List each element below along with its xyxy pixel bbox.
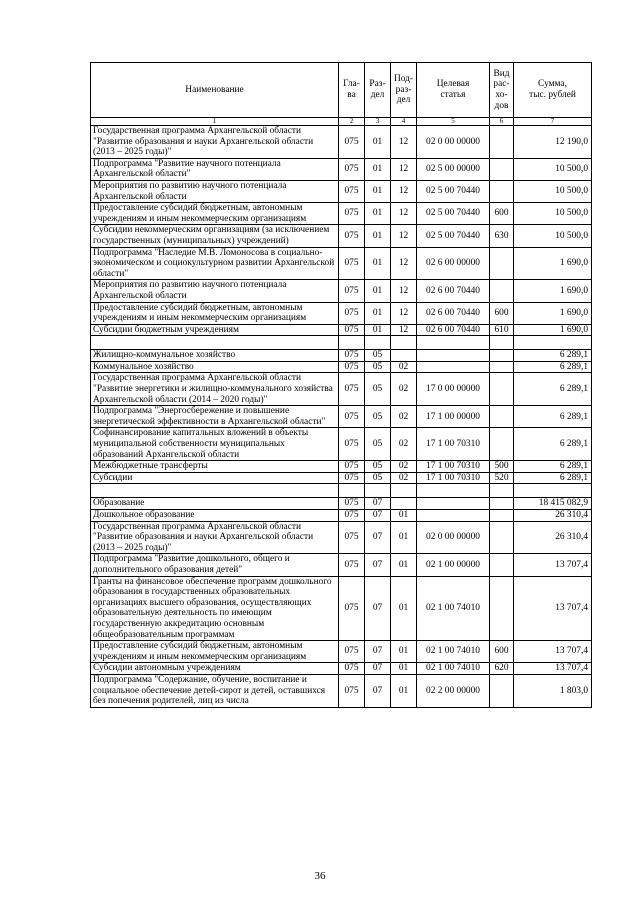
cell-target: 17 1 00 70310 bbox=[417, 461, 490, 473]
cell-target: 02 2 00 00000 bbox=[417, 674, 490, 707]
cell-chapter: 075 bbox=[339, 428, 365, 461]
cell-chapter: 075 bbox=[339, 126, 365, 159]
cell-section bbox=[365, 484, 391, 498]
cell-exp-type bbox=[490, 510, 514, 522]
cell-exp-type bbox=[490, 336, 514, 350]
cell-target: 02 1 00 74010 bbox=[417, 663, 490, 675]
cell-chapter: 075 bbox=[339, 373, 365, 406]
cell-subsection bbox=[391, 336, 417, 350]
cell-target bbox=[417, 498, 490, 510]
cell-name: Субсидии автономным учреждениям bbox=[91, 663, 339, 675]
cell-name: Подпрограмма "Энергосбережение и повышение энергетической эффективности в Архангельской области" bbox=[91, 406, 339, 428]
cell-target: 02 1 00 00000 bbox=[417, 554, 490, 576]
cell-section: 01 bbox=[365, 302, 391, 324]
cell-exp-type bbox=[490, 576, 514, 641]
table-body bbox=[91, 126, 592, 708]
cell-sum bbox=[514, 484, 592, 498]
cell-sum: 6 289,1 bbox=[514, 472, 592, 484]
cell-section: 05 bbox=[365, 350, 391, 362]
cell-subsection: 01 bbox=[391, 674, 417, 707]
table-row bbox=[91, 472, 592, 484]
cell-target bbox=[417, 510, 490, 522]
cell-target: 02 0 00 00000 bbox=[417, 521, 490, 554]
cell-sum: 1 690,0 bbox=[514, 247, 592, 280]
cell-chapter: 075 bbox=[339, 158, 365, 180]
cell-section: 05 bbox=[365, 406, 391, 428]
table-row bbox=[91, 663, 592, 675]
cell-name: Подпрограмма "Развитие научного потенциала Архангельской области" bbox=[91, 158, 339, 180]
column-number-row bbox=[91, 118, 592, 126]
cell-name: Подпрограмма "Развитие дошкольного, общего и дополнительного образования детей" bbox=[91, 554, 339, 576]
cell-subsection: 02 bbox=[391, 373, 417, 406]
cell-section: 05 bbox=[365, 428, 391, 461]
cell-chapter: 075 bbox=[339, 663, 365, 675]
header-sum bbox=[514, 63, 592, 118]
table-row bbox=[91, 554, 592, 576]
table-row bbox=[91, 180, 592, 202]
cell-subsection bbox=[391, 484, 417, 498]
cell-subsection: 02 bbox=[391, 406, 417, 428]
column-number: 4 bbox=[391, 118, 417, 126]
cell-chapter bbox=[339, 336, 365, 350]
header-target-line-1: Целевая bbox=[436, 79, 470, 90]
cell-name: Государственная программа Архангельской области "Развитие энергетики и жилищно-коммунального хозяйства Архангельской области (2014 – 2020 годы)" bbox=[91, 373, 339, 406]
cell-subsection: 02 bbox=[391, 428, 417, 461]
cell-section: 01 bbox=[365, 280, 391, 302]
table-row bbox=[91, 373, 592, 406]
cell-name: Субсидии бюджетным учреждениям bbox=[91, 324, 339, 336]
cell-sum: 13 707,4 bbox=[514, 576, 592, 641]
table-row bbox=[91, 461, 592, 473]
cell-section: 01 bbox=[365, 180, 391, 202]
cell-subsection: 12 bbox=[391, 225, 417, 247]
cell-chapter: 075 bbox=[339, 280, 365, 302]
cell-chapter: 075 bbox=[339, 350, 365, 362]
cell-name: Софинансирование капитальных вложений в объекты муниципальной собственности муниципальных образований Архангельской области bbox=[91, 428, 339, 461]
cell-name: Жилищно-коммунальное хозяйство bbox=[91, 350, 339, 362]
cell-subsection: 01 bbox=[391, 663, 417, 675]
table-spacer-row bbox=[91, 336, 592, 350]
cell-name: Государственная программа Архангельской области "Развитие образования и науки Архангельской области (2013 – 2025 годы)" bbox=[91, 126, 339, 159]
table-row bbox=[91, 302, 592, 324]
cell-name: Государственная программа Архангельской области "Развитие образования и науки Архангельской области (2013 – 2025 годы)" bbox=[91, 521, 339, 554]
cell-subsection: 02 bbox=[391, 361, 417, 373]
header-subsection-line-1: Под- bbox=[393, 74, 414, 85]
cell-target: 02 6 00 70440 bbox=[417, 280, 490, 302]
cell-subsection: 12 bbox=[391, 324, 417, 336]
cell-chapter: 075 bbox=[339, 180, 365, 202]
cell-sum: 6 289,1 bbox=[514, 461, 592, 473]
cell-chapter: 075 bbox=[339, 203, 365, 225]
cell-sum: 18 415 082,9 bbox=[514, 498, 592, 510]
budget-table bbox=[90, 62, 592, 708]
cell-section: 05 bbox=[365, 361, 391, 373]
cell-name: Мероприятия по развитию научного потенциала Архангельской области bbox=[91, 180, 339, 202]
cell-target: 17 1 00 00000 bbox=[417, 406, 490, 428]
cell-exp-type bbox=[490, 126, 514, 159]
cell-chapter: 075 bbox=[339, 641, 365, 663]
cell-subsection: 12 bbox=[391, 302, 417, 324]
header-section-line-1: Раз- bbox=[369, 79, 386, 90]
cell-section: 01 bbox=[365, 225, 391, 247]
cell-name: Предоставление субсидий бюджетным, автономным учреждениям и иным некоммерческим организациям bbox=[91, 302, 339, 324]
column-number: 3 bbox=[365, 118, 391, 126]
cell-sum: 10 500,0 bbox=[514, 158, 592, 180]
cell-exp-type bbox=[490, 674, 514, 707]
cell-subsection: 02 bbox=[391, 461, 417, 473]
column-number: 6 bbox=[490, 118, 514, 126]
cell-sum: 10 500,0 bbox=[514, 180, 592, 202]
cell-name: Предоставление субсидий бюджетным, автономным учреждениям и иным некоммерческим организациям bbox=[91, 203, 339, 225]
header-row bbox=[91, 63, 592, 118]
cell-chapter bbox=[339, 484, 365, 498]
cell-target bbox=[417, 484, 490, 498]
cell-section: 07 bbox=[365, 498, 391, 510]
cell-name: Коммунальное хозяйство bbox=[91, 361, 339, 373]
cell-sum: 6 289,1 bbox=[514, 406, 592, 428]
cell-section: 05 bbox=[365, 472, 391, 484]
cell-chapter: 075 bbox=[339, 510, 365, 522]
header-section bbox=[365, 63, 391, 118]
cell-sum: 13 707,4 bbox=[514, 554, 592, 576]
cell-chapter: 075 bbox=[339, 674, 365, 707]
table-row bbox=[91, 247, 592, 280]
cell-exp-type: 600 bbox=[490, 641, 514, 663]
cell-name: Субсидии bbox=[91, 472, 339, 484]
cell-subsection: 12 bbox=[391, 247, 417, 280]
cell-exp-type: 600 bbox=[490, 203, 514, 225]
cell-exp-type bbox=[490, 361, 514, 373]
cell-name: Подпрограмма "Содержание, обучение, воспитание и социальное обеспечение детей-сирот и детей, оставшихся без попечения родителей, лиц из числа bbox=[91, 674, 339, 707]
cell-subsection: 01 bbox=[391, 521, 417, 554]
cell-chapter: 075 bbox=[339, 225, 365, 247]
header-subsection-line-2: раз- bbox=[395, 84, 412, 95]
cell-name bbox=[91, 484, 339, 498]
cell-subsection: 01 bbox=[391, 576, 417, 641]
header-section-line-2: дел bbox=[370, 90, 385, 100]
cell-exp-type bbox=[490, 406, 514, 428]
table-row bbox=[91, 521, 592, 554]
cell-exp-type bbox=[490, 554, 514, 576]
table-row bbox=[91, 510, 592, 522]
cell-name: Подпрограмма "Наследие М.В. Ломоносова в социально-экономическом и социокультурном развитии Архангельской области" bbox=[91, 247, 339, 280]
cell-section: 07 bbox=[365, 521, 391, 554]
cell-exp-type: 630 bbox=[490, 225, 514, 247]
cell-target: 02 1 00 74010 bbox=[417, 576, 490, 641]
cell-target: 02 5 00 00000 bbox=[417, 158, 490, 180]
cell-target: 02 1 00 74010 bbox=[417, 641, 490, 663]
cell-exp-type: 500 bbox=[490, 461, 514, 473]
header-sum-line-1: Сумма, bbox=[538, 79, 567, 90]
cell-exp-type: 600 bbox=[490, 302, 514, 324]
cell-section: 07 bbox=[365, 674, 391, 707]
cell-subsection: 12 bbox=[391, 203, 417, 225]
cell-name bbox=[91, 336, 339, 350]
cell-chapter: 075 bbox=[339, 472, 365, 484]
cell-name: Дошкольное образование bbox=[91, 510, 339, 522]
cell-name: Мероприятия по развитию научного потенциала Архангельской области bbox=[91, 280, 339, 302]
column-number: 5 bbox=[417, 118, 490, 126]
cell-target bbox=[417, 361, 490, 373]
table-row bbox=[91, 674, 592, 707]
cell-exp-type: 610 bbox=[490, 324, 514, 336]
cell-sum: 13 707,4 bbox=[514, 663, 592, 675]
cell-subsection: 12 bbox=[391, 280, 417, 302]
cell-chapter: 075 bbox=[339, 521, 365, 554]
cell-exp-type bbox=[490, 373, 514, 406]
header-subsection-line-3: дел bbox=[396, 95, 411, 106]
cell-target: 02 5 00 70440 bbox=[417, 180, 490, 202]
cell-chapter: 075 bbox=[339, 554, 365, 576]
header-name: Наименование bbox=[91, 63, 339, 118]
cell-name: Образование bbox=[91, 498, 339, 510]
cell-chapter: 075 bbox=[339, 324, 365, 336]
cell-chapter: 075 bbox=[339, 576, 365, 641]
cell-name: Субсидии некоммерческим организациям (за исключением государственных (муниципальных) учреждений) bbox=[91, 225, 339, 247]
header-exp-type bbox=[490, 63, 514, 118]
cell-target bbox=[417, 350, 490, 362]
header-sum-line-2: тыс. рублей bbox=[529, 90, 576, 100]
table-row bbox=[91, 126, 592, 159]
cell-section: 07 bbox=[365, 641, 391, 663]
cell-sum: 10 500,0 bbox=[514, 203, 592, 225]
table-row bbox=[91, 428, 592, 461]
cell-section: 01 bbox=[365, 203, 391, 225]
header-exp-type-line-4: дов bbox=[494, 100, 509, 111]
table-row bbox=[91, 361, 592, 373]
cell-chapter: 075 bbox=[339, 498, 365, 510]
cell-sum: 13 707,4 bbox=[514, 641, 592, 663]
cell-subsection: 01 bbox=[391, 641, 417, 663]
cell-sum: 12 190,0 bbox=[514, 126, 592, 159]
cell-exp-type bbox=[490, 521, 514, 554]
cell-subsection: 12 bbox=[391, 158, 417, 180]
cell-target: 02 6 00 00000 bbox=[417, 247, 490, 280]
cell-section: 05 bbox=[365, 373, 391, 406]
cell-chapter: 075 bbox=[339, 247, 365, 280]
header-subsection bbox=[391, 63, 417, 118]
cell-exp-type: 520 bbox=[490, 472, 514, 484]
cell-section bbox=[365, 336, 391, 350]
cell-target: 17 0 00 00000 bbox=[417, 373, 490, 406]
cell-name: Межбюджетные трансферты bbox=[91, 461, 339, 473]
column-number: 1 bbox=[91, 118, 339, 126]
cell-sum: 1 690,0 bbox=[514, 324, 592, 336]
cell-chapter: 075 bbox=[339, 302, 365, 324]
cell-section: 05 bbox=[365, 461, 391, 473]
cell-sum: 1 690,0 bbox=[514, 280, 592, 302]
cell-name: Гранты на финансовое обеспечение программ дошкольного образования в государственных образовательных организациях высшего образования, осуществляющих образовательную деятельность по имеющим государственную аккредитацию основным общеобразовательным программам bbox=[91, 576, 339, 641]
cell-subsection: 12 bbox=[391, 126, 417, 159]
header-chapter-line-2: ва bbox=[347, 90, 356, 100]
cell-target: 02 5 00 70440 bbox=[417, 225, 490, 247]
cell-target: 17 1 00 70310 bbox=[417, 428, 490, 461]
page-number: 36 bbox=[314, 870, 326, 882]
header-target bbox=[417, 63, 490, 118]
cell-exp-type bbox=[490, 484, 514, 498]
header-exp-type-line-1: Вид bbox=[493, 68, 510, 79]
cell-exp-type bbox=[490, 180, 514, 202]
header-exp-type-line-2: рас- bbox=[493, 79, 510, 90]
cell-sum: 10 500,0 bbox=[514, 225, 592, 247]
cell-subsection: 12 bbox=[391, 180, 417, 202]
cell-sum: 1 690,0 bbox=[514, 302, 592, 324]
cell-section: 01 bbox=[365, 247, 391, 280]
cell-exp-type bbox=[490, 350, 514, 362]
cell-target bbox=[417, 336, 490, 350]
cell-chapter: 075 bbox=[339, 461, 365, 473]
cell-target: 02 0 00 00000 bbox=[417, 126, 490, 159]
cell-sum: 6 289,1 bbox=[514, 428, 592, 461]
table-row bbox=[91, 225, 592, 247]
cell-sum: 6 289,1 bbox=[514, 373, 592, 406]
cell-exp-type: 620 bbox=[490, 663, 514, 675]
column-number: 2 bbox=[339, 118, 365, 126]
cell-exp-type bbox=[490, 280, 514, 302]
cell-exp-type bbox=[490, 158, 514, 180]
table-row bbox=[91, 498, 592, 510]
cell-subsection: 01 bbox=[391, 510, 417, 522]
cell-subsection: 02 bbox=[391, 472, 417, 484]
cell-section: 07 bbox=[365, 576, 391, 641]
table-row bbox=[91, 641, 592, 663]
table-row bbox=[91, 406, 592, 428]
cell-subsection bbox=[391, 498, 417, 510]
header-exp-type-line-3: хо- bbox=[495, 90, 508, 100]
cell-section: 07 bbox=[365, 663, 391, 675]
cell-chapter: 075 bbox=[339, 406, 365, 428]
cell-name: Предоставление субсидий бюджетным, автономным учреждениям и иным некоммерческим организациям bbox=[91, 641, 339, 663]
cell-target: 02 6 00 70440 bbox=[417, 302, 490, 324]
cell-exp-type bbox=[490, 428, 514, 461]
cell-exp-type bbox=[490, 498, 514, 510]
cell-sum: 1 803,0 bbox=[514, 674, 592, 707]
cell-subsection: 01 bbox=[391, 554, 417, 576]
cell-sum: 26 310,4 bbox=[514, 521, 592, 554]
table-row bbox=[91, 203, 592, 225]
cell-chapter: 075 bbox=[339, 361, 365, 373]
cell-section: 07 bbox=[365, 554, 391, 576]
cell-target: 02 6 00 70440 bbox=[417, 324, 490, 336]
table-row bbox=[91, 576, 592, 641]
header-target-line-2: статья bbox=[440, 90, 466, 100]
table-spacer-row bbox=[91, 484, 592, 498]
cell-section: 01 bbox=[365, 126, 391, 159]
table-row bbox=[91, 280, 592, 302]
cell-sum bbox=[514, 336, 592, 350]
column-number: 7 bbox=[514, 118, 592, 126]
cell-section: 01 bbox=[365, 324, 391, 336]
cell-subsection bbox=[391, 350, 417, 362]
cell-section: 01 bbox=[365, 158, 391, 180]
cell-section: 07 bbox=[365, 510, 391, 522]
header-chapter bbox=[339, 63, 365, 118]
table-row bbox=[91, 324, 592, 336]
table-row bbox=[91, 350, 592, 362]
cell-target: 17 1 00 70310 bbox=[417, 472, 490, 484]
cell-sum: 6 289,1 bbox=[514, 361, 592, 373]
cell-exp-type bbox=[490, 247, 514, 280]
cell-sum: 26 310,4 bbox=[514, 510, 592, 522]
header-chapter-line-1: Гла- bbox=[343, 79, 360, 90]
table-row bbox=[91, 158, 592, 180]
cell-target: 02 5 00 70440 bbox=[417, 203, 490, 225]
cell-sum: 6 289,1 bbox=[514, 350, 592, 362]
